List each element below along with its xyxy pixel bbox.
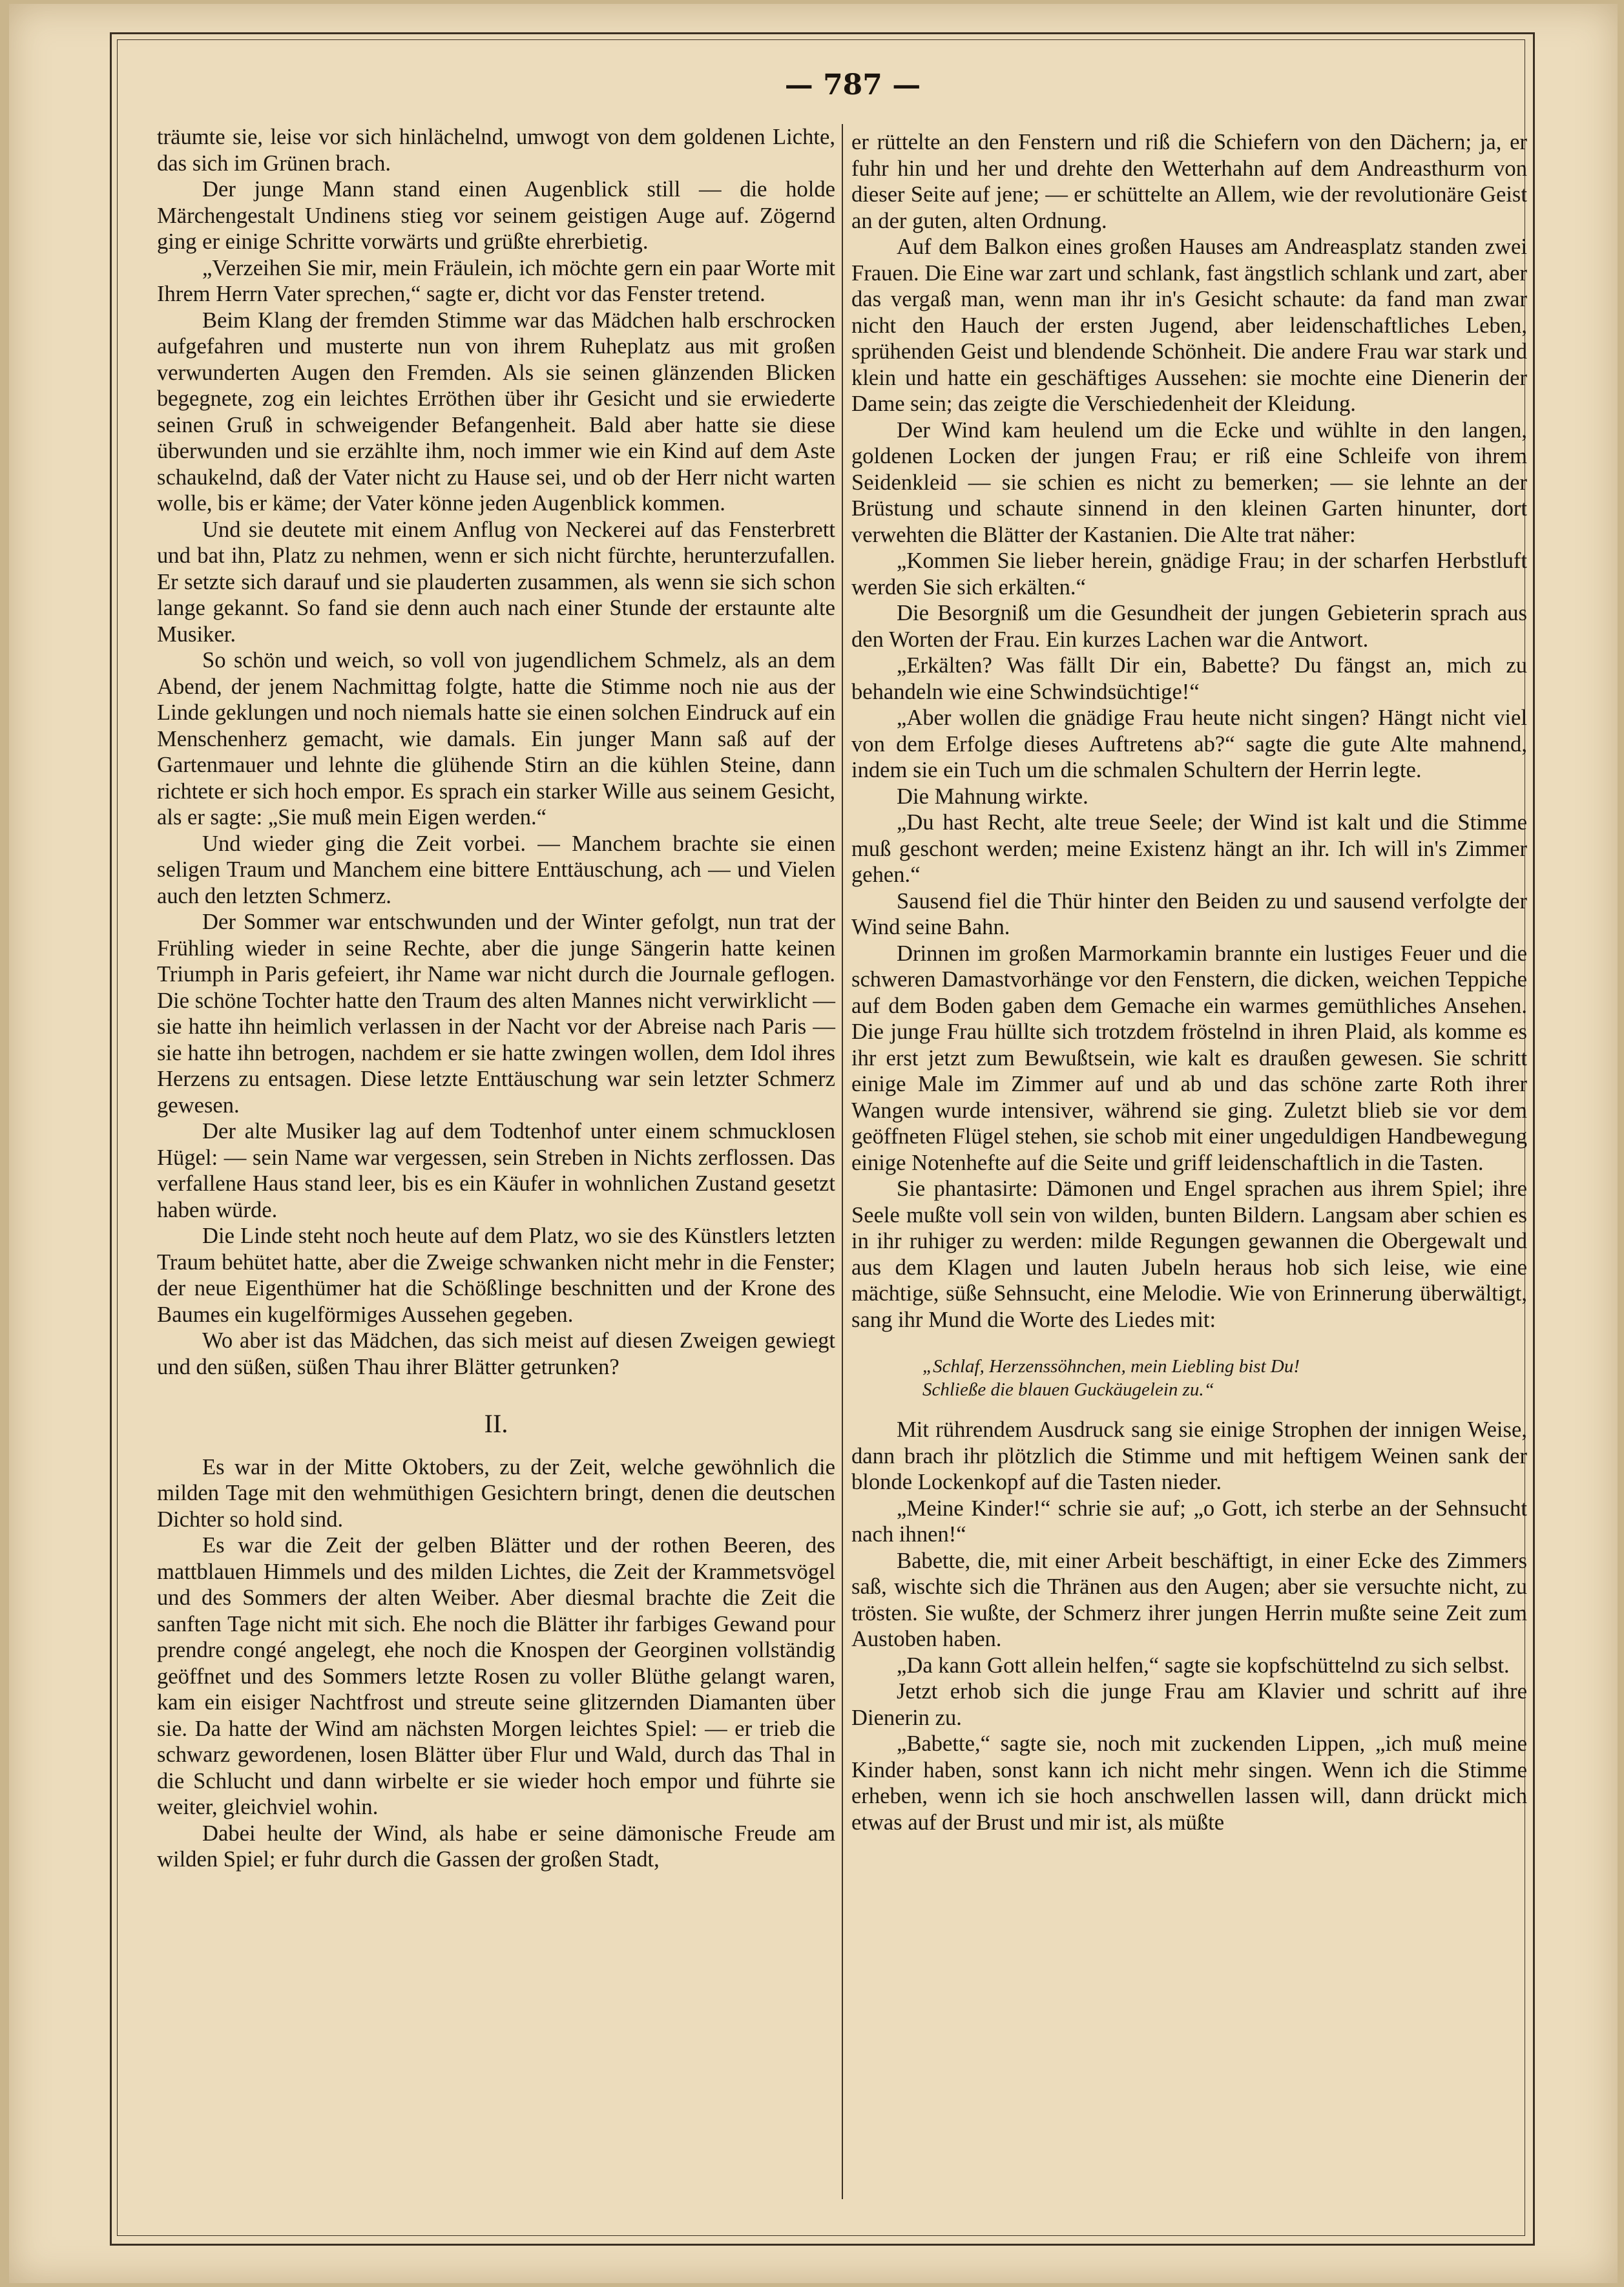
article-paragraph: Auf dem Balkon eines großen Hauses am Andreasplatz standen zwei Frauen. Die Eine war zart und schlank, fast ängstlich schlank und zart, aber das vergaß man, wenn man ihr in's Gesicht schaute: da fand man zwar nicht den Hauch der ersten Jugend, aber leidenschaftliches Leben, sprühenden Geist und blendende Schönheit. Die andere Frau war stark und klein und hatte ein geschäftiges Aussehen: sie mochte eine Dienerin der Dame sein; das zeigte die Verschiedenheit der Kleidung. <box>851 235 1527 416</box>
article-paragraph: Der alte Musiker lag auf dem Todtenhof unter einem schmucklosen Hügel: — sein Name war vergessen, sein Streben in Nichts zerflossen. Das verfallene Haus stand leer, bis es ein Käufer in wohnlichen Zustand gesetzt haben würde. <box>157 1119 835 1222</box>
left-column <box>157 124 835 1873</box>
article-paragraph: Dabei heulte der Wind, als habe er seine dämonische Freude am wilden Spiel; er fuhr durch die Gassen der großen Stadt, <box>157 1821 835 1872</box>
article-paragraph: Sausend fiel die Thür hinter den Beiden zu und sausend verfolgte der Wind seine Bahn. <box>851 888 1527 939</box>
article-paragraph: Mit rührendem Ausdruck sang sie einige Strophen der innigen Weise, dann brach ihr plötzlich die Stimme und mit heftigem Weinen sank der blonde Lockenkopf auf die Tasten nieder. <box>851 1417 1527 1494</box>
article-paragraph: Babette, die, mit einer Arbeit beschäftigt, in einer Ecke des Zimmers saß, wischte sich die Thränen aus den Augen; aber sie versuchte nicht, zu trösten. Sie wußte, der Schmerz ihrer jungen Herrin mußte seine Zeit zum Austoben haben. <box>851 1548 1527 1651</box>
article-paragraph: „Babette,“ sagte sie, noch mit zuckenden Lippen, „ich muß meine Kinder haben, sonst kann ich nicht mehr singen. Wenn ich die Stimme erheben, wenn ich sie hoch anschwellen lassen will, dann drückt mich etwas auf der Brust und mir ist, als müßte <box>851 1731 1527 1835</box>
article-paragraph: So schön und weich, so voll von jugendlichem Schmelz, als an dem Abend, der jenem Nachmittag folgte, hatte die Stimme noch nie aus der Linde geklungen und noch niemals hatte sie einen solchen Eindruck auf ein Menschenherz gemacht, wie damals. Ein junger Mann saß auf der Gartenmauer und lehnte die glühende Stirn an die kühlen Steine, dann richtete er sich hoch empor. Es sprach ein starker Wille aus seinem Gesicht, als er sagte: „Sie muß mein Eigen werden.“ <box>157 648 835 830</box>
article-paragraph: Die Besorgniß um die Gesundheit der jungen Gebieterin sprach aus den Worten der Frau. Ein kurzes Lachen war die Antwort. <box>851 601 1527 652</box>
article-paragraph: Und sie deutete mit einem Anflug von Neckerei auf das Fensterbrett und bat ihn, Platz zu nehmen, wenn er sich nicht fürchte, herunterzufallen. Er setzte sich darauf und sie plauderten zusammen, als wenn sie sich schon lange gekannt. So fand sie denn auch nach einer Stunde der erstaunte alte Musiker. <box>157 517 835 647</box>
article-paragraph: Die Linde steht noch heute auf dem Platz, wo sie des Künstlers letzten Traum behütet hatte, aber die Zweige schwanken nicht mehr in die Fenster; der neue Eigenthümer hat die Schößlinge beschnitten und der Krone des Baumes ein kugelförmiges Aussehen gegeben. <box>157 1224 835 1327</box>
article-paragraph: Sie phantasirte: Dämonen und Engel sprachen aus ihrem Spiel; ihre Seele mußte voll sein von wilden, bunten Bildern. Langsam aber schien es in ihr ruhiger zu werden: milde Regungen gewannen die Obergewalt und aus dem Klagen und lauten Jubeln heraus hob sich leise, wie eine mächtige, süße Sehnsucht, eine Melodie. Wie von Erinnerung überwältigt, sang ihr Mund die Worte des Liedes mit: <box>851 1176 1527 1332</box>
article-paragraph: Der Wind kam heulend um die Ecke und wühlte in den langen, goldenen Locken der jungen Frau; er riß eine Schleife von ihrem Seidenkleid — sie schien es nicht zu bemerken; — sie lehnte an der Brüstung und schaute sinnend in den kleinen Garten hinunter, dort verwehten die Blätter der Kastanien. Die Alte trat näher: <box>851 417 1527 547</box>
page-number: — 787 — <box>784 68 921 101</box>
article-paragraph: „Du hast Recht, alte treue Seele; der Wind ist kalt und die Stimme muß geschont werden; meine Existenz hängt an ihr. Ich will in's Zimmer gehen.“ <box>851 810 1527 887</box>
column-divider <box>842 124 843 2199</box>
article-paragraph: Wo aber ist das Mädchen, das sich meist auf diesen Zweigen gewiegt und den süßen, süßen Thau ihrer Blätter getrunken? <box>157 1328 835 1379</box>
article-paragraph: Der junge Mann stand einen Augenblick still — die holde Märchengestalt Undinens stieg vor seinem geistigen Auge auf. Zögernd ging er einige Schritte vorwärts und grüßte ehrerbietig. <box>157 177 835 254</box>
article-paragraph: Beim Klang der fremden Stimme war das Mädchen halb erschrocken aufgefahren und musterte nun von ihrem Ruheplatz aus mit großen verwunderten Augen den Fremden. Als sie seinen glänzenden Blicken begegnete, zog ein leichtes Erröthen über ihr Gesicht und sie erwiederte seinen Gruß in schweigender Befangenheit. Bald aber hatte sie diese überwunden und sie erzählte ihm, noch immer wie ein Kind auf dem Aste schaukelnd, daß der Vater nicht zu Hause sei, und ob der Herr nicht warten wolle, bis er käme; der Vater könne jeden Augenblick kommen. <box>157 308 835 516</box>
article-paragraph: träumte sie, leise vor sich hinlächelnd, umwogt von dem goldenen Lichte, das sich im Grünen brach. <box>157 125 835 176</box>
article-paragraph: „Da kann Gott allein helfen,“ sagte sie kopfschüttelnd zu sich selbst. <box>897 1653 1510 1678</box>
article-paragraph: Die Mahnung wirkte. <box>897 784 1088 809</box>
right-column-body <box>851 129 1527 1333</box>
article-paragraph: „Verzeihen Sie mir, mein Fräulein, ich möchte gern ein paar Worte mit Ihrem Herrn Vater sprechen,“ sagte er, dicht vor das Fenster tretend. <box>157 255 835 306</box>
article-paragraph: „Meine Kinder!“ schrie sie auf; „o Gott, ich sterbe an der Sehnsucht nach ihnen!“ <box>851 1496 1527 1547</box>
song-verse <box>922 1355 1527 1401</box>
verse-line: Schließe die blauen Guckäugelein zu.“ <box>922 1379 1214 1400</box>
article-paragraph: „Aber wollen die gnädige Frau heute nicht singen? Hängt nicht viel von dem Erfolge dieses Auftretens ab?“ sagte die gute Alte mahnend, indem sie ein Tuch um die schmalen Schultern der Herrin legte. <box>851 705 1527 782</box>
verse-line: „Schlaf, Herzenssöhnchen, mein Liebling bist Du! <box>922 1356 1300 1377</box>
article-paragraph: Es war die Zeit der gelben Blätter und der rothen Beeren, des mattblauen Himmels und des milden Lichtes, die Zeit der Krammetsvögel und des Sommers der alten Weiber. Aber diesmal brachte die Zeit die sanften Tage nicht mit sich. Ehe noch die Blätter ihr farbiges Gewand pour prendre congé angelegt, ehe noch die Knospen der Georginen vollständig geöffnet und des Sommers letzte Rosen zu voller Blüthe gelangt waren, kam ein eisiger Nachtfrost und streute seine glitzernden Diamanten über sie. Da hatte der Wind am nächsten Morgen leichtes Spiel: — er trieb die schwarz gewordenen, losen Blätter über Flur und Wald, durch das Thal in die Schlucht und dann wirbelte er sie wieder hoch empor und führte sie weiter, gleichviel wohin. <box>157 1533 835 1819</box>
article-paragraph: Es war in der Mitte Oktobers, zu der Zeit, welche gewöhnlich die milden Tage mit den wehmüthigen Gesichtern bringt, denen die deutschen Dichter so hold sind. <box>157 1454 835 1532</box>
article-paragraph: „Kommen Sie lieber herein, gnädige Frau; in der scharfen Herbstluft werden Sie sich erkälten.“ <box>851 548 1527 600</box>
article-paragraph: Und wieder ging die Zeit vorbei. — Manchem brachte sie einen seligen Traum und Manchem eine bittere Enttäuschung, ach — und Vielen auch den letzten Schmerz. <box>157 831 835 908</box>
article-paragraph: „Erkälten? Was fällt Dir ein, Babette? Du fängst an, mich zu behandeln wie eine Schwindsüchtige!“ <box>851 653 1527 704</box>
left-column-body-continued <box>157 1454 835 1873</box>
article-paragraph: er rüttelte an den Fenstern und riß die Schiefern von den Dächern; ja, er fuhr hin und her und drehte den Wetterhahn auf dem Andreasthurm von dieser Seite auf jene; — er schüttelte an Allem, wie der revolutionäre Geist an der guten, alten Ordnung. <box>851 130 1527 233</box>
article-paragraph: Jetzt erhob sich die junge Frau am Klavier und schritt auf ihre Dienerin zu. <box>851 1679 1527 1730</box>
article-paragraph: Drinnen im großen Marmorkamin brannte ein lustiges Feuer und die schweren Damastvorhänge vor den Fenstern, die dicken, weichen Teppiche auf dem Boden gaben dem Gemache ein warmes gemüthliches Ansehen. Die junge Frau hüllte sich trotzdem fröstelnd in ihren Plaid, als komme es ihr erst jetzt zum Bewußtsein, wie kalt es draußen gewesen. Sie schritt einige Male im Zimmer auf und ab und das schöne zarte Roth ihrer Wangen wurde intensiver, während sie ging. Zuletzt blieb sie vor dem geöffneten Flügel stehen, sie schob mit einer ungeduldigen Handbewegung einige Notenhefte auf die Seite und griff leidenschaftlich in die Tasten. <box>851 941 1527 1175</box>
right-column-body-continued <box>851 1417 1527 1835</box>
right-column <box>851 129 1527 1835</box>
article-paragraph: Der Sommer war entschwunden und der Winter gefolgt, nun trat der Frühling wieder in seine Rechte, aber die junge Sängerin hatte keinen Triumph in Paris gefeiert, ihr Name war nicht durch die Journale geflogen. Die schöne Tochter hatte den Traum des alten Mannes nicht verwirklicht — sie hatte ihn heimlich verlassen in der Nacht vor der Abreise nach Paris — sie hatte ihn betrogen, nachdem er sie hatte zwingen wollen, dem Idol ihres Herzens zu entsagen. Diese letzte Enttäuschung war sein letzter Schmerz gewesen. <box>157 910 835 1118</box>
left-column-body <box>157 124 835 1380</box>
section-heading: II. <box>484 1409 508 1438</box>
